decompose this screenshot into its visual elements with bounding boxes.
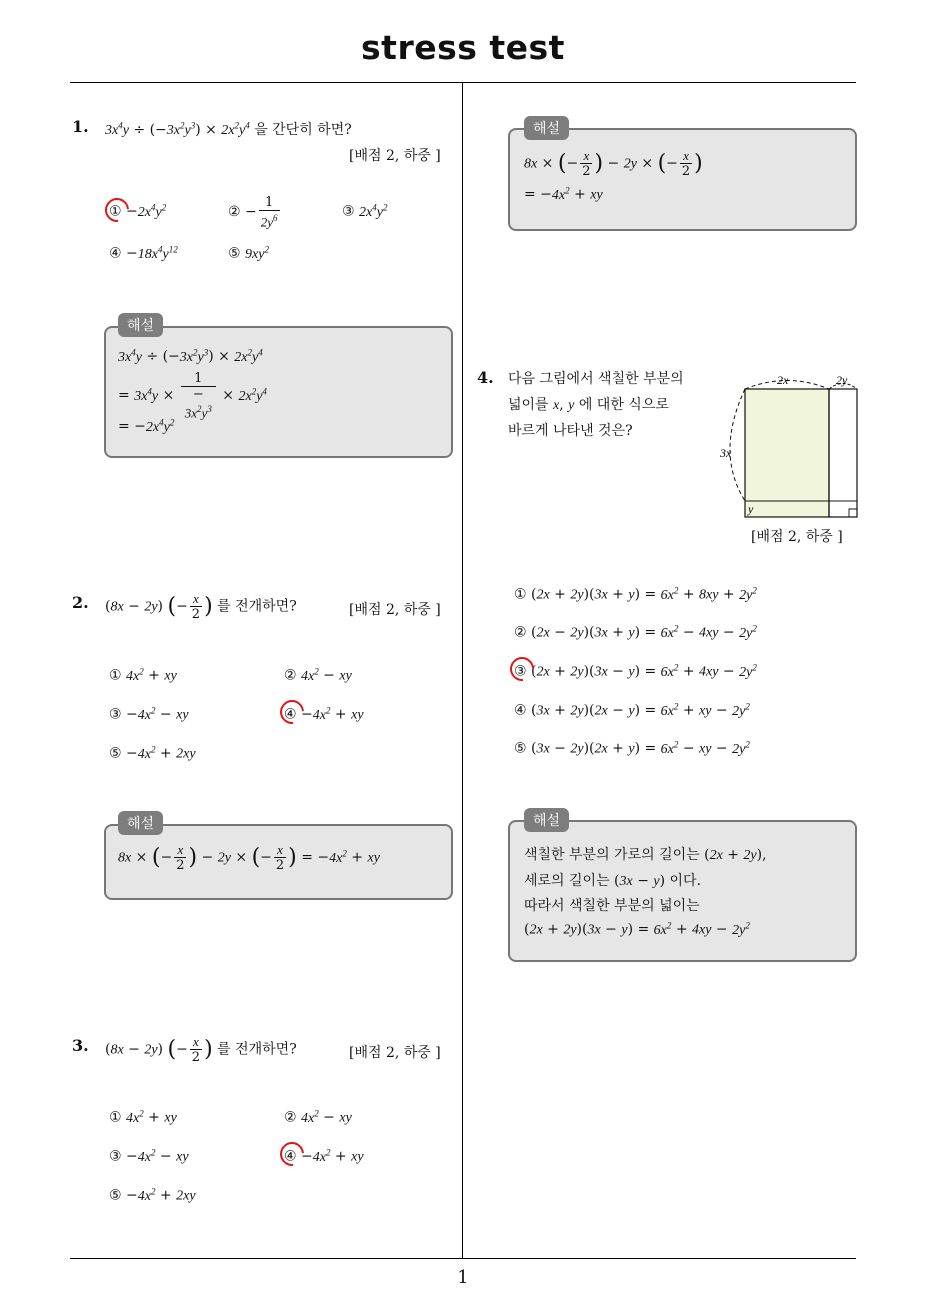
page-number: 1 bbox=[457, 1267, 469, 1288]
q4-solution-line-2: 세로의 길이는 (3x − y) 이다. bbox=[524, 873, 702, 889]
q2-choice-3[interactable]: ③ $-4x^2$ − xy bbox=[109, 705, 189, 723]
q1-choice-4[interactable]: ④ $-18x^4y^{12}$ bbox=[109, 244, 178, 262]
q1-choice-3[interactable]: ③ $2x^4y^2$ bbox=[342, 202, 388, 220]
choice-marker: ④ bbox=[514, 702, 527, 719]
page-title: stress test bbox=[361, 28, 565, 67]
q4-choice-5[interactable]: ⑤ $(3x - 2y)(2x + y) = 6x^2$ − xy − $2y^2$ bbox=[514, 739, 750, 757]
q3-choice-2[interactable]: ② $4x^2$ − xy bbox=[284, 1108, 352, 1126]
choice-marker: ⑤ bbox=[109, 1187, 122, 1204]
q3-number: 3. bbox=[72, 1036, 89, 1055]
q4-choice-2[interactable]: ② $(2x - 2y)(3x + y) = 6x^2 - 4xy - 2y^2$ bbox=[514, 623, 757, 641]
choice-marker: ⑤ bbox=[109, 745, 122, 762]
choice-marker: ③ bbox=[342, 203, 355, 220]
answer-mark-circle bbox=[100, 193, 134, 227]
q1-solution-tag: 해설 bbox=[118, 313, 163, 337]
q1-choice-2[interactable]: ② − $\frac{1}{2y^6}$ bbox=[228, 195, 278, 230]
q3-question-suffix: 를 전개하면? bbox=[217, 1041, 297, 1058]
column-divider bbox=[462, 83, 463, 1259]
q3-choice-4[interactable]: ④ $-4x^2$ + xy bbox=[284, 1147, 364, 1165]
q1-score: [배점 2, 하중 ] bbox=[349, 148, 441, 164]
q3-choice-1[interactable]: ① $4x^2$ + xy bbox=[109, 1108, 177, 1126]
right-angle-mark bbox=[849, 509, 857, 517]
choice-marker: ④ bbox=[284, 1148, 297, 1165]
q1-choice-1[interactable]: ① $-2x^4y^2$ bbox=[109, 202, 167, 220]
q3-score: [배점 2, 하중 ] bbox=[349, 1045, 441, 1061]
q4-line-3: 바르게 나타낸 것은? bbox=[508, 423, 633, 439]
q2-choice-5[interactable]: ⑤ $-4x^2 + 2xy$ bbox=[109, 744, 196, 762]
q3-solution-box bbox=[508, 128, 857, 231]
q4-solution-box bbox=[508, 820, 857, 962]
label-2y: 2y bbox=[836, 373, 848, 387]
q4-solution-line-4: $(2x + 2y)(3x - y) = 6x^2 + 4xy - 2y^2$ bbox=[524, 920, 750, 938]
q2-number: 2. bbox=[72, 593, 89, 612]
q4-solution-line-1: 색칠한 부분의 가로의 길이는 (2x + 2y), bbox=[524, 847, 767, 863]
q4-score: [배점 2, 하중 ] bbox=[751, 529, 843, 545]
header-rule bbox=[70, 82, 856, 83]
right-strip bbox=[829, 389, 857, 517]
choice-marker: ③ bbox=[514, 663, 527, 680]
q4-solution-line-3: 따라서 색칠한 부분의 넓이는 bbox=[524, 898, 700, 914]
choice-marker: ⑤ bbox=[514, 740, 527, 757]
arc-left-3x bbox=[730, 389, 745, 501]
q1-solution-line-2: = $3x^4y$ × 1 − $3x^2y^3$ × $2x^2y^4$ bbox=[118, 371, 267, 421]
choice-marker: ① bbox=[514, 586, 527, 603]
q3-choice-3[interactable]: ③ $-4x^2$ − xy bbox=[109, 1147, 189, 1165]
q4-solution-line-2-post: 이다. bbox=[669, 873, 702, 889]
choice-marker: ② bbox=[228, 204, 241, 221]
label-3x: 3x bbox=[720, 446, 732, 460]
q4-line-2: 넓이를 x, y 에 대한 식으로 bbox=[508, 397, 669, 413]
q1-number: 1. bbox=[72, 117, 89, 136]
q2-solution-tag: 해설 bbox=[118, 811, 163, 835]
q2-choice-2[interactable]: ② $4x^2$ − xy bbox=[284, 666, 352, 684]
q1-question-suffix: 을 간단히 하면? bbox=[254, 122, 352, 138]
choice-marker: ③ bbox=[109, 706, 122, 723]
answer-mark-circle bbox=[505, 652, 539, 686]
choice-marker: ① bbox=[109, 1109, 122, 1126]
q4-line-2-post: 에 대한 식으로 bbox=[578, 397, 669, 413]
choice-marker: ④ bbox=[284, 706, 297, 723]
shaded-rectangle bbox=[745, 389, 829, 517]
q4-solution-line-2-pre: 세로의 길이는 bbox=[524, 873, 610, 889]
q1-solution-line-1: $3x^4y \div (-3x^2y^3) \times 2x^2y^4$ bbox=[118, 347, 263, 365]
footer-rule bbox=[70, 1258, 856, 1259]
q4-choice-3[interactable]: ③ $(2x + 2y)(3x - y) = 6x^2 + 4xy - 2y^2$ bbox=[514, 662, 757, 680]
q2-score: [배점 2, 하중 ] bbox=[349, 602, 441, 618]
q4-solution-tag: 해설 bbox=[524, 808, 569, 832]
choice-marker: ② bbox=[514, 624, 527, 641]
label-2x: 2x bbox=[777, 373, 789, 387]
q4-figure bbox=[715, 368, 865, 520]
q3-solution-tag: 해설 bbox=[524, 116, 569, 140]
q4-line-1: 다음 그림에서 색칠한 부분의 bbox=[508, 371, 684, 387]
choice-marker: ④ bbox=[109, 245, 122, 262]
q2-question-suffix: 를 전개하면? bbox=[217, 598, 297, 615]
q1-choice-5[interactable]: ⑤ $9xy^2$ bbox=[228, 244, 269, 262]
q3-solution-line-1: 8x × (− $\frac{x}{2}$ ) − 2y × (− $\frac{x}{2}$ ) bbox=[524, 148, 703, 179]
answer-mark-circle bbox=[275, 1137, 309, 1171]
q2-solution-line-1: 8x × (− $\frac{x}{2}$ ) − 2y × (− $\frac{x}{2}$ ) = $-4x^2$ + xy bbox=[118, 842, 380, 873]
q4-choice-4[interactable]: ④ $(3x + 2y)(2x - y) = 6x^2$ + xy − $2y^2$ bbox=[514, 701, 750, 719]
choice-marker: ② bbox=[284, 667, 297, 684]
q2-question: (8x − 2y) (− $\frac{x}{2}$ ) 를 전개하면? bbox=[105, 591, 297, 622]
label-y: y bbox=[748, 502, 754, 516]
q2-choice-1[interactable]: ① $4x^2$ + xy bbox=[109, 666, 177, 684]
choice-marker: ② bbox=[284, 1109, 297, 1126]
q3-solution-line-2: = $-4x^2$ + xy bbox=[524, 185, 603, 203]
q4-number: 4. bbox=[477, 368, 494, 387]
choice-marker: ⑤ bbox=[228, 245, 241, 262]
choice-marker: ① bbox=[109, 203, 122, 220]
answer-mark-circle bbox=[275, 695, 309, 729]
q3-choice-5[interactable]: ⑤ $-4x^2 + 2xy$ bbox=[109, 1186, 196, 1204]
q4-choice-1[interactable]: ① $(2x + 2y)(3x + y) = 6x^2 + 8xy + 2y^2$ bbox=[514, 585, 757, 603]
q4-line-2-pre: 넓이를 bbox=[508, 397, 549, 413]
q1-solution-line-3: = $-2x^4y^2$ bbox=[118, 417, 175, 435]
q1-question: $3x^4y \div (-3x^2y^3) \times 2x^2y^4$ 을 간단히 하면? bbox=[105, 120, 352, 138]
q3-question: (8x − 2y) (− $\frac{x}{2}$ ) 를 전개하면? bbox=[105, 1034, 297, 1065]
choice-marker: ③ bbox=[109, 1148, 122, 1165]
q4-solution-line-1-text: 색칠한 부분의 가로의 길이는 bbox=[524, 847, 700, 863]
q2-choice-4[interactable]: ④ $-4x^2$ + xy bbox=[284, 705, 364, 723]
choice-marker: ① bbox=[109, 667, 122, 684]
